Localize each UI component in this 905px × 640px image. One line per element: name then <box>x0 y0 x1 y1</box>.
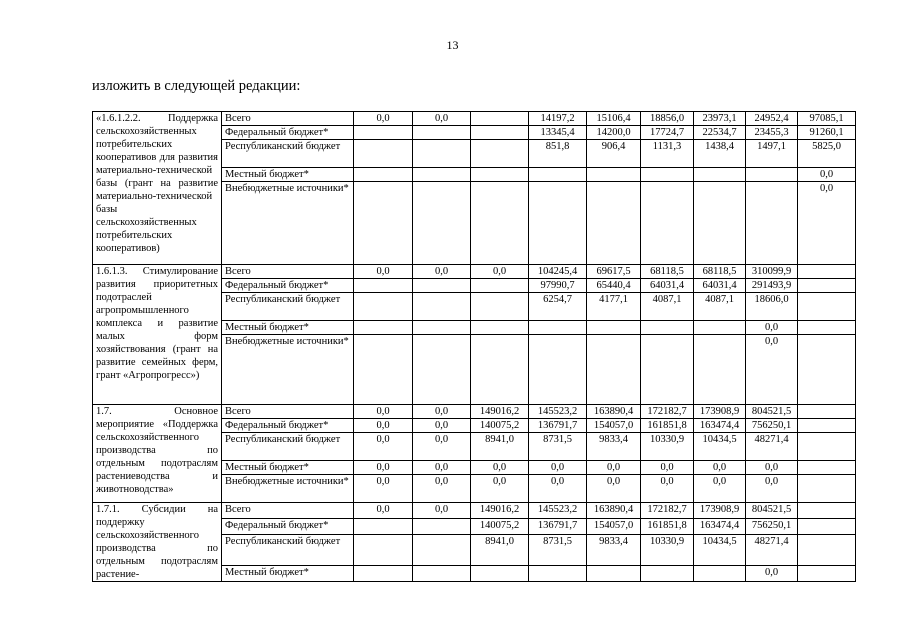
value-cell: 163890,4 <box>587 503 641 519</box>
value-cell: 18606,0 <box>746 293 798 321</box>
value-cell: 8731,5 <box>529 534 587 566</box>
program-name-cell: 1.7.1. Субсидии на поддержку сельскохозяйственного производства по отдельным подотраслям растение- <box>93 503 222 582</box>
value-cell <box>529 321 587 335</box>
value-cell: 8731,5 <box>529 433 587 461</box>
value-cell: 0,0 <box>354 112 413 126</box>
value-cell <box>413 293 471 321</box>
value-cell: 291493,9 <box>746 279 798 293</box>
value-cell: 136791,7 <box>529 518 587 534</box>
value-cell: 8941,0 <box>471 433 529 461</box>
value-cell: 4087,1 <box>641 293 694 321</box>
funding-source-cell: Всего <box>222 405 354 419</box>
value-cell <box>354 182 413 265</box>
value-cell: 5825,0 <box>798 140 856 168</box>
value-cell <box>471 168 529 182</box>
value-cell: 149016,2 <box>471 503 529 519</box>
value-cell <box>798 265 856 279</box>
value-cell <box>694 335 746 405</box>
value-cell: 173908,9 <box>694 405 746 419</box>
page-number: 13 <box>446 38 459 52</box>
program-name-cell: 1.6.1.3. Стимулирование развития приоритетных подотраслей агропромышленного комплекса и развитие малых форм хозяйствования (грант на развитие семейных ферм, грант «Агропрогресс») <box>93 265 222 405</box>
value-cell: 68118,5 <box>641 265 694 279</box>
value-cell <box>413 126 471 140</box>
value-cell: 14200,0 <box>587 126 641 140</box>
funding-source-cell: Федеральный бюджет* <box>222 518 354 534</box>
value-cell <box>798 335 856 405</box>
value-cell: 48271,4 <box>746 534 798 566</box>
value-cell <box>798 518 856 534</box>
value-cell: 163890,4 <box>587 405 641 419</box>
value-cell: 149016,2 <box>471 405 529 419</box>
value-cell: 23973,1 <box>694 112 746 126</box>
value-cell: 69617,5 <box>587 265 641 279</box>
value-cell <box>471 126 529 140</box>
value-cell <box>413 321 471 335</box>
funding-source-cell: Всего <box>222 112 354 126</box>
value-cell <box>413 279 471 293</box>
value-cell: 0,0 <box>746 475 798 503</box>
value-cell <box>641 335 694 405</box>
value-cell <box>471 335 529 405</box>
value-cell: 0,0 <box>798 168 856 182</box>
value-cell: 9833,4 <box>587 534 641 566</box>
value-cell: 0,0 <box>641 475 694 503</box>
value-cell: 0,0 <box>413 503 471 519</box>
value-cell <box>798 503 856 519</box>
value-cell: 0,0 <box>746 335 798 405</box>
budget-table <box>92 111 856 582</box>
value-cell: 172182,7 <box>641 503 694 519</box>
value-cell <box>413 168 471 182</box>
funding-source-cell: Местный бюджет* <box>222 168 354 182</box>
value-cell <box>471 279 529 293</box>
value-cell <box>354 534 413 566</box>
funding-source-cell: Федеральный бюджет* <box>222 419 354 433</box>
value-cell <box>471 566 529 582</box>
value-cell: 145523,2 <box>529 405 587 419</box>
value-cell: 10330,9 <box>641 433 694 461</box>
value-cell <box>471 140 529 168</box>
value-cell: 0,0 <box>529 475 587 503</box>
value-cell <box>798 293 856 321</box>
value-cell <box>798 419 856 433</box>
value-cell <box>471 182 529 265</box>
funding-source-cell: Местный бюджет* <box>222 321 354 335</box>
value-cell: 6254,7 <box>529 293 587 321</box>
value-cell: 4177,1 <box>587 293 641 321</box>
value-cell: 1438,4 <box>694 140 746 168</box>
intro-text: изложить в следующей редакции: <box>92 78 301 94</box>
value-cell <box>798 534 856 566</box>
value-cell <box>641 566 694 582</box>
value-cell <box>529 182 587 265</box>
value-cell: 756250,1 <box>746 419 798 433</box>
value-cell: 8941,0 <box>471 534 529 566</box>
value-cell <box>413 335 471 405</box>
value-cell <box>529 335 587 405</box>
funding-source-cell: Республиканский бюджет <box>222 293 354 321</box>
value-cell: 145523,2 <box>529 503 587 519</box>
value-cell: 15106,4 <box>587 112 641 126</box>
value-cell: 9833,4 <box>587 433 641 461</box>
value-cell <box>798 405 856 419</box>
value-cell: 22534,7 <box>694 126 746 140</box>
value-cell: 64031,4 <box>694 279 746 293</box>
value-cell: 161851,8 <box>641 419 694 433</box>
value-cell: 0,0 <box>354 461 413 475</box>
value-cell <box>587 168 641 182</box>
funding-source-cell: Внебюджетные источники* <box>222 182 354 265</box>
value-cell <box>694 168 746 182</box>
value-cell: 756250,1 <box>746 518 798 534</box>
value-cell <box>798 461 856 475</box>
value-cell: 906,4 <box>587 140 641 168</box>
value-cell: 91260,1 <box>798 126 856 140</box>
value-cell: 0,0 <box>413 405 471 419</box>
value-cell: 851,8 <box>529 140 587 168</box>
value-cell <box>413 140 471 168</box>
value-cell <box>413 518 471 534</box>
value-cell: 65440,4 <box>587 279 641 293</box>
value-cell <box>354 566 413 582</box>
value-cell <box>641 168 694 182</box>
value-cell: 0,0 <box>354 503 413 519</box>
value-cell: 0,0 <box>746 566 798 582</box>
value-cell: 0,0 <box>413 475 471 503</box>
value-cell: 0,0 <box>529 461 587 475</box>
table-row <box>93 112 856 126</box>
value-cell <box>694 566 746 582</box>
value-cell: 0,0 <box>587 461 641 475</box>
funding-source-cell: Местный бюджет* <box>222 566 354 582</box>
value-cell: 163474,4 <box>694 518 746 534</box>
funding-source-cell: Всего <box>222 503 354 519</box>
value-cell: 104245,4 <box>529 265 587 279</box>
value-cell: 0,0 <box>471 475 529 503</box>
value-cell <box>354 518 413 534</box>
value-cell <box>798 475 856 503</box>
funding-source-cell: Республиканский бюджет <box>222 140 354 168</box>
value-cell <box>587 182 641 265</box>
value-cell: 173908,9 <box>694 503 746 519</box>
value-cell: 10434,5 <box>694 433 746 461</box>
value-cell: 10330,9 <box>641 534 694 566</box>
value-cell <box>354 279 413 293</box>
value-cell: 48271,4 <box>746 433 798 461</box>
value-cell <box>798 566 856 582</box>
value-cell: 804521,5 <box>746 503 798 519</box>
value-cell: 0,0 <box>413 433 471 461</box>
value-cell <box>529 566 587 582</box>
value-cell <box>471 293 529 321</box>
value-cell: 0,0 <box>413 419 471 433</box>
value-cell <box>587 335 641 405</box>
value-cell <box>798 433 856 461</box>
value-cell <box>471 112 529 126</box>
value-cell <box>354 321 413 335</box>
value-cell: 0,0 <box>354 433 413 461</box>
value-cell: 0,0 <box>641 461 694 475</box>
funding-source-cell: Местный бюджет* <box>222 461 354 475</box>
value-cell: 140075,2 <box>471 419 529 433</box>
value-cell <box>529 168 587 182</box>
value-cell: 14197,2 <box>529 112 587 126</box>
value-cell: 310099,9 <box>746 265 798 279</box>
value-cell: 13345,4 <box>529 126 587 140</box>
funding-source-cell: Федеральный бюджет* <box>222 279 354 293</box>
funding-source-cell: Внебюджетные источники* <box>222 335 354 405</box>
value-cell: 1497,1 <box>746 140 798 168</box>
value-cell <box>413 566 471 582</box>
value-cell <box>354 140 413 168</box>
value-cell: 10434,5 <box>694 534 746 566</box>
program-name-cell: «1.6.1.2.2. Поддержка сельскохозяйственных потребительских кооперативов для развития материально-технической базы (грант на развитие материально-технической базы сельскохозяйственных потребительских кооперативов) <box>93 112 222 265</box>
funding-source-cell: Республиканский бюджет <box>222 433 354 461</box>
value-cell: 0,0 <box>587 475 641 503</box>
value-cell <box>354 293 413 321</box>
value-cell: 97085,1 <box>798 112 856 126</box>
value-cell <box>746 168 798 182</box>
value-cell: 0,0 <box>694 461 746 475</box>
value-cell: 24952,4 <box>746 112 798 126</box>
value-cell: 4087,1 <box>694 293 746 321</box>
value-cell: 0,0 <box>354 265 413 279</box>
value-cell: 97990,7 <box>529 279 587 293</box>
value-cell: 136791,7 <box>529 419 587 433</box>
value-cell: 64031,4 <box>641 279 694 293</box>
value-cell: 0,0 <box>798 182 856 265</box>
value-cell: 0,0 <box>413 265 471 279</box>
value-cell: 0,0 <box>354 475 413 503</box>
value-cell <box>354 126 413 140</box>
value-cell <box>694 321 746 335</box>
value-cell <box>641 182 694 265</box>
value-cell: 23455,3 <box>746 126 798 140</box>
value-cell: 172182,7 <box>641 405 694 419</box>
value-cell <box>587 566 641 582</box>
value-cell <box>641 321 694 335</box>
value-cell <box>694 182 746 265</box>
value-cell: 0,0 <box>413 112 471 126</box>
table-row <box>93 265 856 279</box>
value-cell: 18856,0 <box>641 112 694 126</box>
value-cell: 0,0 <box>746 321 798 335</box>
value-cell: 0,0 <box>694 475 746 503</box>
value-cell: 0,0 <box>354 405 413 419</box>
value-cell <box>587 321 641 335</box>
value-cell <box>798 279 856 293</box>
value-cell <box>798 321 856 335</box>
funding-source-cell: Внебюджетные источники* <box>222 475 354 503</box>
value-cell: 0,0 <box>413 461 471 475</box>
funding-source-cell: Всего <box>222 265 354 279</box>
value-cell <box>471 321 529 335</box>
value-cell <box>413 534 471 566</box>
value-cell: 154057,0 <box>587 419 641 433</box>
value-cell: 140075,2 <box>471 518 529 534</box>
table-row <box>93 405 856 419</box>
value-cell: 0,0 <box>354 419 413 433</box>
program-name-cell: 1.7. Основное мероприятие «Поддержка сельскохозяйственного производства по отдельным подотраслям растениеводства и животноводства» <box>93 405 222 503</box>
value-cell <box>354 168 413 182</box>
value-cell: 163474,4 <box>694 419 746 433</box>
value-cell: 68118,5 <box>694 265 746 279</box>
value-cell: 804521,5 <box>746 405 798 419</box>
value-cell: 0,0 <box>471 265 529 279</box>
funding-source-cell: Республиканский бюджет <box>222 534 354 566</box>
value-cell: 0,0 <box>471 461 529 475</box>
value-cell: 154057,0 <box>587 518 641 534</box>
value-cell: 161851,8 <box>641 518 694 534</box>
value-cell: 1131,3 <box>641 140 694 168</box>
value-cell: 0,0 <box>746 461 798 475</box>
table-row <box>93 503 856 519</box>
value-cell <box>413 182 471 265</box>
value-cell <box>746 182 798 265</box>
value-cell <box>354 335 413 405</box>
value-cell: 17724,7 <box>641 126 694 140</box>
funding-source-cell: Федеральный бюджет* <box>222 126 354 140</box>
